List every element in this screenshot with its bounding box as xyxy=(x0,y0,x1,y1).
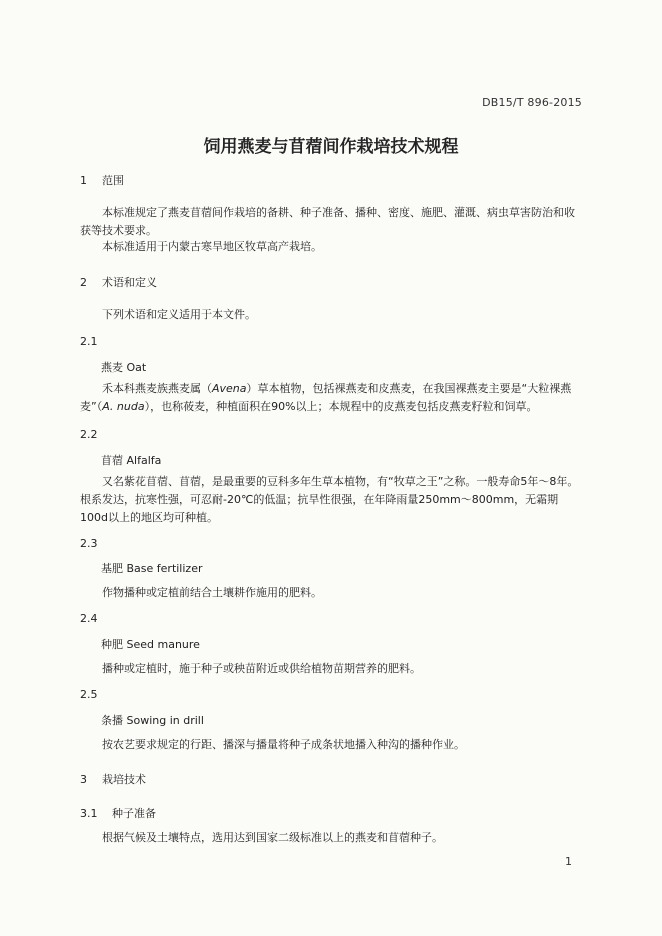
section-1-heading xyxy=(80,172,124,188)
definition-seed-manure: 播种或定植时，施于种子或秧苗附近或供给植物苗期营养的肥料。 xyxy=(102,662,421,675)
subsection-2-1-number: 2.1 xyxy=(80,335,98,348)
section-3-1-paragraph: 根据气候及土壤特点，选用达到国家二级标准以上的燕麦和苜蓿种子。 xyxy=(102,831,443,844)
section-2-heading xyxy=(80,274,157,290)
subsection-2-4-number: 2.4 xyxy=(80,612,98,625)
term-oat: 燕麦 Oat xyxy=(101,361,147,374)
definition-sowing-in-drill: 按农艺要求规定的行距、播深与播量将种子成条状地播入种沟的播种作业。 xyxy=(102,738,465,751)
term-sowing-in-drill: 条播 Sowing in drill xyxy=(101,714,204,727)
definition-oat-part-1: 禾本科燕麦族燕麦属（ xyxy=(102,382,212,395)
page-number: 1 xyxy=(565,855,572,868)
section-title: 范围 xyxy=(102,174,124,187)
section-number: 2 xyxy=(80,276,87,289)
standard-code: DB15/T 896-2015 xyxy=(482,96,582,109)
section-3-heading xyxy=(80,771,146,787)
species-name: A. nuda xyxy=(102,400,145,413)
term-seed-manure: 种肥 Seed manure xyxy=(101,638,200,651)
definition-alfalfa: 又名紫花苜蓿、苜蓿，是最重要的豆科多年生草本植物，有“牧草之王”之称。一般寿命5年～8年。根系发达，抗寒性强，可忍耐-20℃的低温；抗旱性很强，在年降雨量250mm～800mm，无霜期100d以上的地区均可种植。 xyxy=(80,475,579,524)
definition-oat-part-2: ）草本植物，包括裸燕麦和皮燕麦，在我国裸燕麦主要是“大粒裸燕麦”（ xyxy=(80,382,572,413)
subsection-3-1-heading xyxy=(80,805,156,821)
definition-oat xyxy=(80,380,585,416)
section-1-paragraph-1: 本标准规定了燕麦苜蓿间作栽培的备耕、种子准备、播种、密度、施肥、灌溉、病虫草害防治和收获等技术要求。 xyxy=(80,206,575,237)
section-2-paragraph: 下列术语和定义适用于本文件。 xyxy=(102,308,256,321)
term-alfalfa: 苜蓿 Alfalfa xyxy=(101,454,162,467)
definition-oat-part-3: ），也称莜麦，种植面积在90%以上；本规程中的皮燕麦包括皮燕麦籽粒和饲草。 xyxy=(144,400,538,413)
section-title: 栽培技术 xyxy=(102,773,146,786)
subsection-2-5-number: 2.5 xyxy=(80,688,98,701)
subsection-2-2-number: 2.2 xyxy=(80,428,98,441)
definition-base-fertilizer: 作物播种或定植前结合土壤耕作施用的肥料。 xyxy=(102,586,322,599)
document-title: 饲用燕麦与苜蓿间作栽培技术规程 xyxy=(203,137,459,157)
subsection-number: 3.1 xyxy=(80,807,98,820)
section-number: 1 xyxy=(80,174,87,187)
genus-name: Avena xyxy=(212,382,247,395)
section-1-paragraph-2: 本标准适用于内蒙古寒旱地区牧草高产栽培。 xyxy=(102,240,322,253)
section-number: 3 xyxy=(80,773,87,786)
subsection-2-3-number: 2.3 xyxy=(80,537,98,550)
section-title: 术语和定义 xyxy=(102,276,157,289)
term-base-fertilizer: 基肥 Base fertilizer xyxy=(101,562,203,575)
subsection-title: 种子准备 xyxy=(112,807,156,820)
